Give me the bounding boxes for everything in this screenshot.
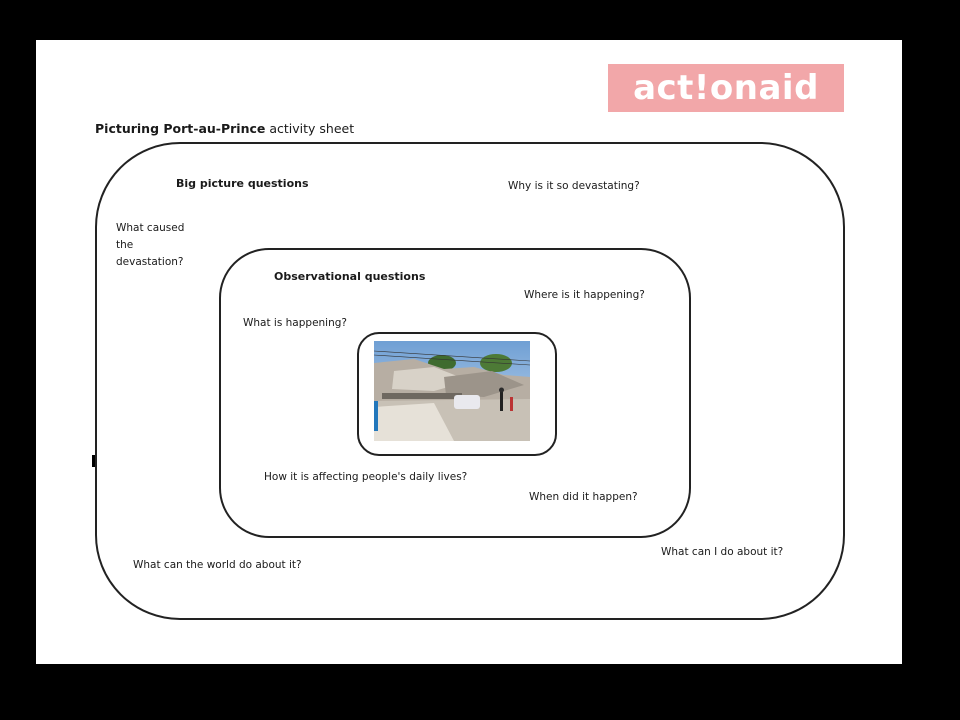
title-bold: Picturing Port-au-Prince — [95, 121, 266, 136]
question-what-caused-3: devastation? — [116, 256, 184, 268]
big-picture-heading: Big picture questions — [176, 177, 309, 190]
question-when: When did it happen? — [529, 491, 638, 503]
page-title — [95, 121, 354, 136]
title-rest: activity sheet — [265, 121, 355, 136]
collapsed-buildings-photo — [374, 341, 530, 441]
question-what-can-i-do: What can I do about it? — [661, 546, 784, 558]
photo-illustration — [374, 341, 530, 441]
question-why-devastating: Why is it so devastating? — [508, 180, 640, 192]
observational-heading: Observational questions — [274, 270, 426, 283]
question-what-caused-1: What caused — [116, 222, 185, 234]
margin-mark — [92, 455, 95, 467]
question-how-affecting: How it is affecting people's daily lives? — [264, 471, 468, 483]
question-what-caused-2: the — [116, 239, 134, 251]
logo-text: act!onaid — [633, 68, 819, 108]
question-what-can-world-do: What can the world do about it? — [133, 559, 302, 571]
actionaid-logo — [608, 64, 844, 112]
question-where: Where is it happening? — [524, 289, 645, 301]
question-what-happening: What is happening? — [243, 317, 347, 329]
